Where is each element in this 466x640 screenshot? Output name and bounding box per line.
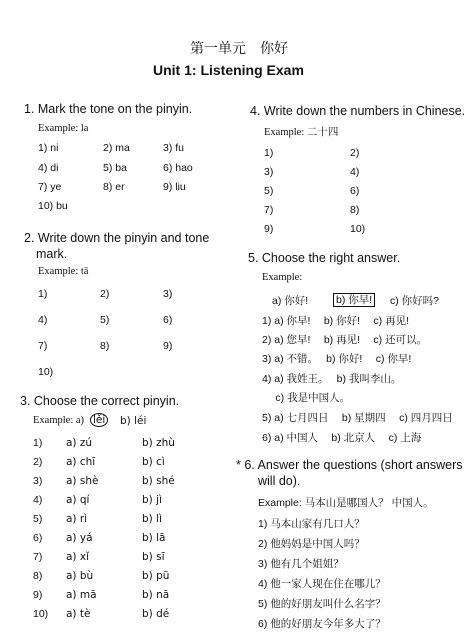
q6-item: 2) 他妈妈是中国人吗？ bbox=[258, 538, 365, 550]
q2-example: Example: tā bbox=[38, 266, 89, 277]
q1-item: 10) bu bbox=[38, 200, 68, 212]
q6-prompt-line1: * 6. Answer the questions (short answers bbox=[236, 458, 463, 472]
q5-line: c) 我是中国人。 bbox=[262, 392, 351, 404]
q4-item: 6) bbox=[350, 185, 360, 197]
q2-item: 8) bbox=[100, 340, 110, 352]
q3-prompt: 3. Choose the correct pinyin. bbox=[20, 394, 180, 408]
q3-option-a: a) mā bbox=[66, 589, 97, 601]
q3-num: 4) bbox=[33, 494, 43, 506]
q3-example-b: b) léi bbox=[120, 415, 147, 427]
q4-item: 2) bbox=[350, 147, 360, 159]
q6-example: Example: 马本山是哪国人？ 中国人。 bbox=[258, 497, 434, 509]
q3-option-b: b) nā bbox=[142, 589, 170, 601]
page-title: Unit 1: Listening Exam bbox=[153, 62, 304, 78]
q3-option-a: a) qí bbox=[66, 494, 90, 506]
q2-item: 2) bbox=[100, 288, 110, 300]
q3-example-answer bbox=[90, 414, 108, 426]
q2-prompt-line2: mark. bbox=[36, 247, 68, 261]
q3-option-a: a) zú bbox=[66, 437, 93, 449]
q5-line: 3) a) 不错。 b) 你好! c) 你早! bbox=[262, 353, 412, 365]
q3-option-a: a) tè bbox=[66, 608, 91, 620]
q3-option-a: a) rì bbox=[66, 513, 88, 525]
q1-item: 8) er bbox=[103, 181, 125, 193]
q6-prompt-line2: will do). bbox=[258, 474, 301, 488]
q1-item: 6) hao bbox=[163, 162, 193, 174]
q3-option-b: b) shé bbox=[142, 475, 175, 487]
q1-prompt: 1. Mark the tone on the pinyin. bbox=[24, 102, 193, 116]
q6-item: 5) 他的好朋友叫什么名字？ bbox=[258, 598, 386, 610]
q3-option-a: a) shè bbox=[66, 475, 99, 487]
q5-example: Example: bbox=[262, 272, 303, 283]
q6-item: 4) 他一家人现在住在哪儿？ bbox=[258, 578, 386, 590]
q5-prompt: 5. Choose the right answer. bbox=[248, 251, 401, 265]
q3-num: 5) bbox=[33, 513, 43, 525]
q3-option-b: b) sī bbox=[142, 551, 165, 563]
q3-num: 7) bbox=[33, 551, 43, 563]
q3-num: 6) bbox=[33, 532, 43, 544]
q2-item: 6) bbox=[163, 314, 173, 326]
q4-item: 5) bbox=[264, 185, 274, 197]
q3-num: 8) bbox=[33, 570, 43, 582]
q5-line: 1) a) 你早! b) 你好! c) 再见! bbox=[262, 315, 410, 327]
q6-item: 1) 马本山家有几口人？ bbox=[258, 518, 365, 530]
q4-item: 3) bbox=[264, 166, 274, 178]
q5-example-b: b) 你早! bbox=[333, 293, 375, 307]
q3-option-b: b) cì bbox=[142, 456, 165, 468]
q4-item: 1) bbox=[264, 147, 274, 159]
q3-num: 10) bbox=[33, 608, 49, 620]
q3-option-b: b) lì bbox=[142, 513, 162, 525]
q2-item: 7) bbox=[38, 340, 48, 352]
q4-item: 9) bbox=[264, 223, 274, 235]
q6-item: 3) 他有几个姐姐？ bbox=[258, 558, 344, 570]
q1-item: 3) fu bbox=[163, 142, 185, 154]
q3-option-a: a) chī bbox=[66, 456, 96, 468]
q3-num: 9) bbox=[33, 589, 43, 601]
q4-item: 8) bbox=[350, 204, 360, 216]
q2-item: 1) bbox=[38, 288, 48, 300]
q2-item: 4) bbox=[38, 314, 48, 326]
q5-example-c: c) 你好吗? bbox=[390, 295, 440, 307]
q3-option-b: b) pū bbox=[142, 570, 170, 582]
q3-num: 2) bbox=[33, 456, 43, 468]
q1-item: 2) ma bbox=[103, 142, 130, 154]
q5-example-a: a) 你好! bbox=[272, 295, 309, 307]
chinese-title: 第一单元 你好 bbox=[190, 40, 288, 56]
q3-num: 3) bbox=[33, 475, 43, 487]
q3-num: 1) bbox=[33, 437, 43, 449]
q2-item: 9) bbox=[163, 340, 173, 352]
q4-example: Example: 二十四 bbox=[264, 127, 339, 138]
q1-example: Example: la bbox=[38, 123, 89, 134]
q3-option-a: a) bù bbox=[66, 570, 94, 582]
q3-example-circled: lěi bbox=[90, 413, 108, 427]
q1-item: 5) ba bbox=[103, 162, 127, 174]
q3-option-a: a) yá bbox=[66, 532, 93, 544]
q3-option-b: b) jì bbox=[142, 494, 162, 506]
q4-item: 10) bbox=[350, 223, 366, 235]
q1-item: 1) ni bbox=[38, 142, 59, 154]
q3-option-a: a) xǐ bbox=[66, 551, 89, 563]
q3-option-b: b) dé bbox=[142, 608, 170, 620]
q3-option-b: b) zhù bbox=[142, 437, 175, 449]
q2-item: 10) bbox=[38, 366, 54, 378]
q2-prompt-line1: 2. Write down the pinyin and tone bbox=[24, 231, 210, 245]
q2-item: 5) bbox=[100, 314, 110, 326]
q5-example-b-boxed bbox=[333, 292, 375, 307]
q3-option-b: b) lā bbox=[142, 532, 166, 544]
q5-line: 6) a) 中国人 b) 北京人 c) 上海 bbox=[262, 432, 422, 444]
q5-line: 4) a) 我姓王。 b) 我叫李山。 bbox=[262, 373, 402, 385]
q2-item: 3) bbox=[163, 288, 173, 300]
q5-line: 5) a) 七月四日 b) 星期四 c) 四月四日 bbox=[262, 412, 453, 424]
q5-line: 2) a) 您早! b) 再见! c) 还可以。 bbox=[262, 334, 428, 346]
q4-prompt: 4. Write down the numbers in Chinese. bbox=[250, 104, 466, 118]
q1-item: 9) liu bbox=[163, 181, 186, 193]
q4-item: 7) bbox=[264, 204, 274, 216]
q1-item: 7) ye bbox=[38, 181, 62, 193]
q3-example-label: Example: a) bbox=[33, 415, 85, 426]
q1-item: 4) di bbox=[38, 162, 59, 174]
q6-item: 6) 他的好朋友今年多大了？ bbox=[258, 618, 386, 630]
q4-item: 4) bbox=[350, 166, 360, 178]
